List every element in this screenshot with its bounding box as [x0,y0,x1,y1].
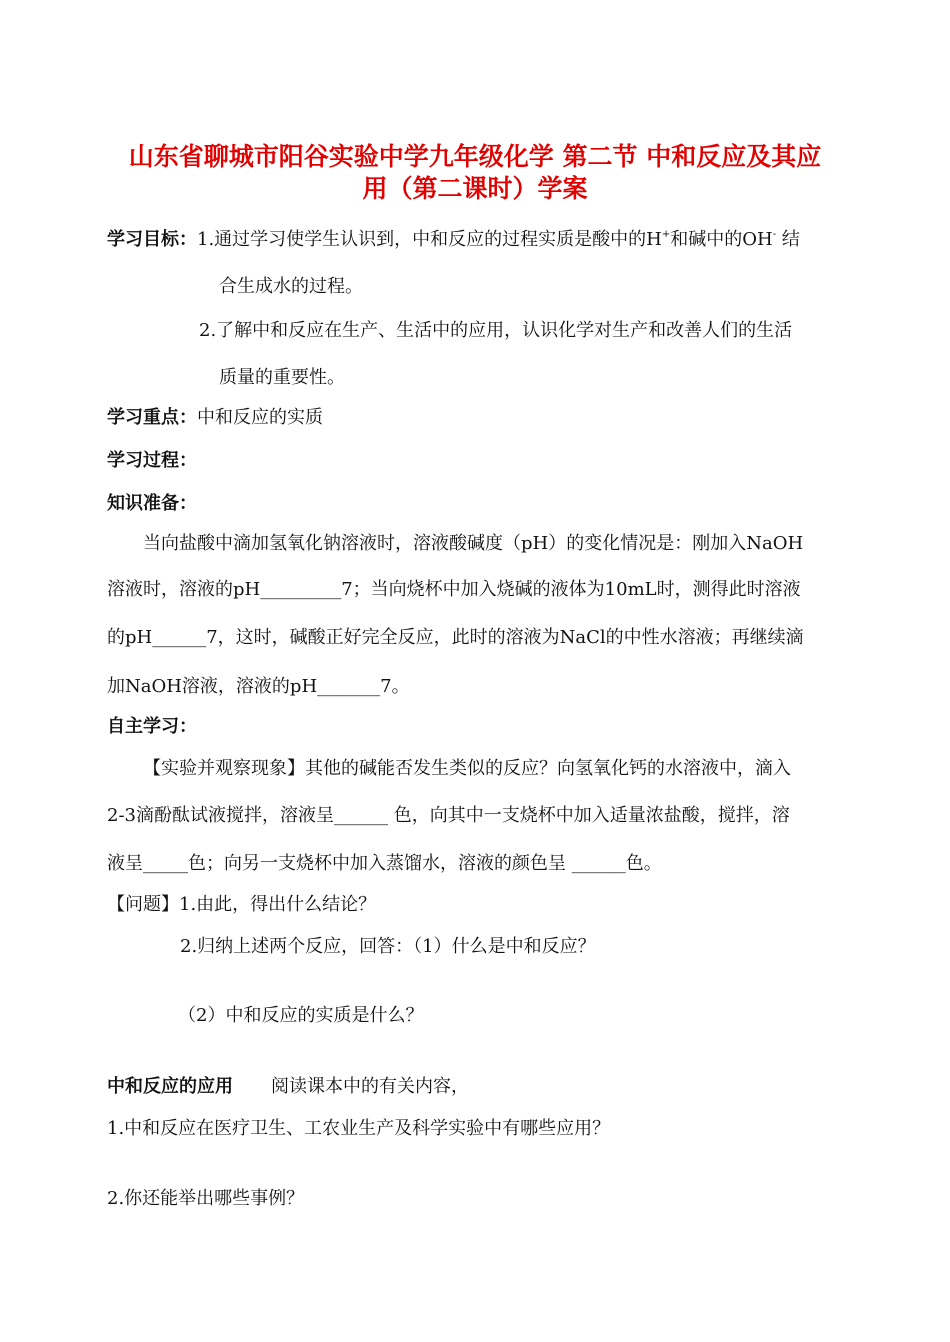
prep-line-2: 溶液时，溶液的pH_________7；当向烧杯中加入烧碱的液体为10mL时，测得此时溶液 [107,579,801,600]
application-row [107,1075,469,1099]
document-title-line-1: 山东省聊城市阳谷实验中学九年级化学 第二节 中和反应及其应 [128,142,822,171]
objectives-row-1 [107,228,800,252]
objective-1-text-a: 1.通过学习使学生认识到，中和反应的过程实质是酸中的H+和碱中的OH- 结 [197,229,800,250]
key-point-row [107,406,323,430]
objective-2-text-b: 质量的重要性。 [219,367,345,388]
self-study-line-1: 【实验并观察现象】其他的碱能否发生类似的反应？向氢氧化钙的水溶液中，滴入 [143,758,791,779]
self-study-line-3: 液呈_____色；向另一支烧杯中加入蒸馏水，溶液的颜色呈 ______色。 [107,853,662,874]
self-study-line-2: 2-3滴酚酞试液搅拌，溶液呈______ 色，向其中一支烧杯中加入适量浓盐酸，搅拌，溶 [107,805,790,826]
process-label: 学习过程： [107,450,197,471]
prep-line-3: 的pH______7，这时，碱酸正好完全反应，此时的溶液为NaCl的中性水溶液；再继续滴 [107,627,804,648]
question-2: 2.归纳上述两个反应，回答：（1）什么是中和反应？ [180,936,596,957]
application-label: 中和反应的应用 [107,1076,233,1097]
document-title-line-2: 用（第二课时）学案 [362,174,588,203]
question-1: 【问题】1.由此，得出什么结论？ [107,894,377,915]
prep-line-1: 当向盐酸中滴加氢氧化钠溶液时，溶液酸碱度（pH）的变化情况是：刚加入NaOH [143,533,804,554]
application-question-1: 1.中和反应在医疗卫生、工农业生产及科学实验中有哪些应用？ [107,1118,611,1139]
objective-1-text-b: 合生成水的过程。 [219,276,363,297]
key-point-label: 学习重点： [107,407,197,428]
self-study-label: 自主学习： [107,716,197,737]
key-point-text: 中和反应的实质 [197,407,323,428]
prep-label: 知识准备： [107,493,197,514]
application-question-2: 2.你还能举出哪些事例？ [107,1188,305,1209]
application-intro: 阅读课本中的有关内容， [271,1076,469,1097]
question-3: （2）中和反应的实质是什么？ [178,1005,424,1026]
objectives-label: 学习目标： [107,229,197,250]
objective-2-text-a: 2.了解中和反应在生产、生活中的应用，认识化学对生产和改善人们的生活 [199,320,793,341]
prep-line-4: 加NaOH溶液，溶液的pH_______7。 [107,676,410,697]
